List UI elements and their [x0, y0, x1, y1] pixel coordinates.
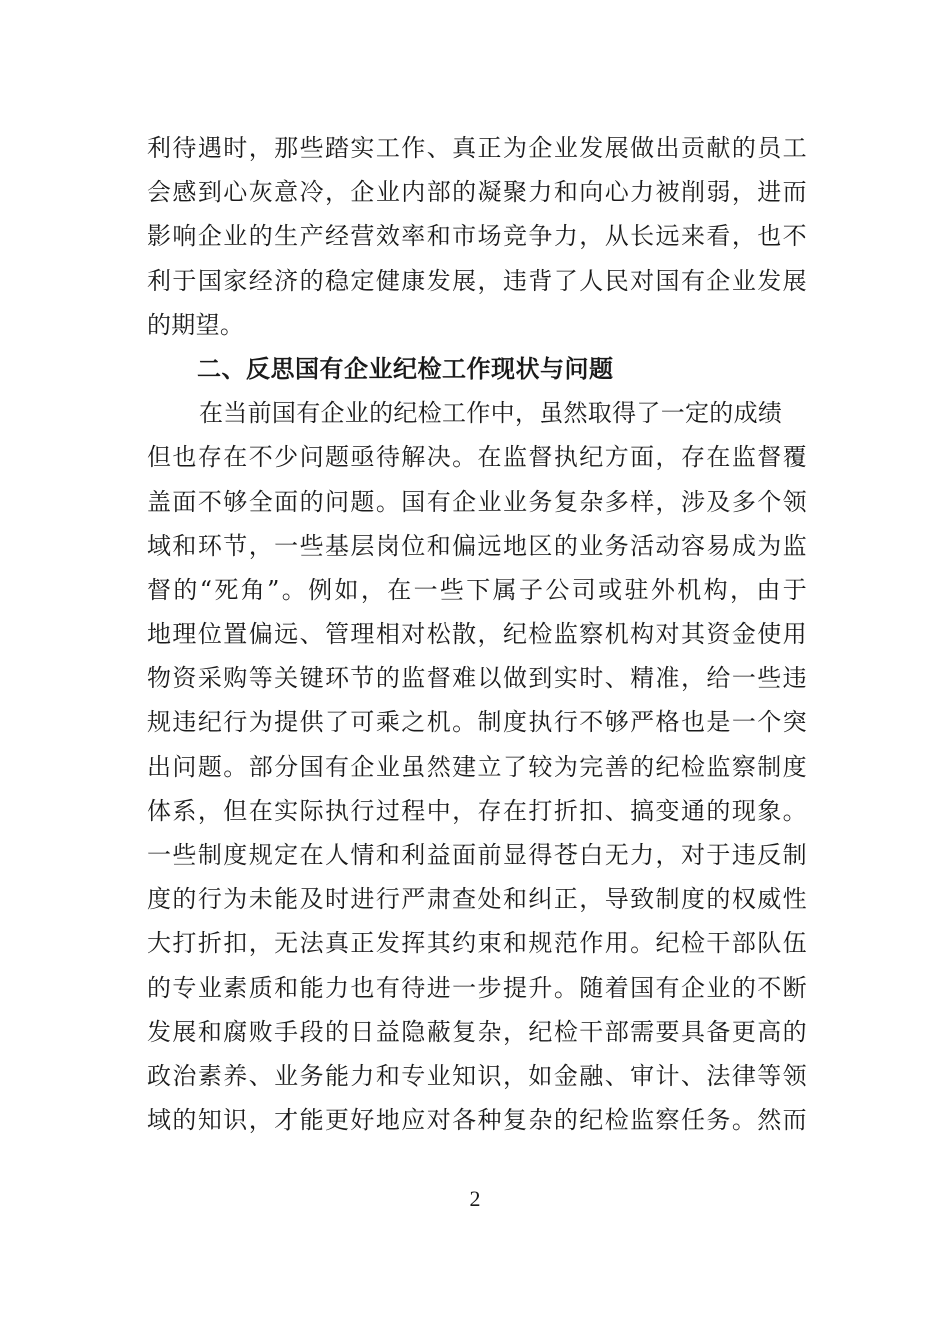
text-line: 一些制度规定在人情和利益面前显得苍白无力，对于违反制 [147, 841, 807, 869]
text-line: 政治素养、业务能力和专业知识，如金融、审计、法律等领 [147, 1061, 807, 1090]
text-line: 域和环节，一些基层岗位和偏远地区的业务活动容易成为监 [147, 531, 807, 560]
text-line: 的期望。 [147, 310, 245, 339]
text-line: 发展和腐败手段的日益隐蔽复杂，纪检干部需要具备更高的 [147, 1017, 807, 1046]
document-body [147, 126, 807, 1142]
text-line: 出问题。部分国有企业虽然建立了较为完善的纪检监察制度 [147, 752, 807, 781]
page-number: 2 [469, 1186, 481, 1211]
text-line: 度的行为未能及时进行严肃查处和纠正，导致制度的权威性 [147, 885, 807, 914]
text-line: 影响企业的生产经营效率和市场竞争力，从长远来看，也不 [147, 222, 807, 251]
text-line: 但也存在不少问题亟待解决。在监督执纪方面，存在监督覆 [147, 443, 807, 472]
text-line: 盖面不够全面的问题。国有企业业务复杂多样，涉及多个领 [147, 487, 807, 516]
text-line: 督的“死角”。例如，在一些下属子公司或驻外机构，由于 [147, 575, 807, 604]
text-line: 物资采购等关键环节的监督难以做到实时、精准，给一些违 [147, 664, 807, 693]
text-line: 体系，但在实际执行过程中，存在打折扣、搞变通的现象。 [147, 796, 807, 825]
section-heading: 二、反思国有企业纪检工作现状与问题 [197, 354, 614, 383]
text-line: 会感到心灰意冷，企业内部的凝聚力和向心力被削弱，进而 [147, 178, 807, 207]
text-line: 利待遇时，那些踏实工作、真正为企业发展做出贡献的员工 [147, 134, 807, 162]
text-line: 大打折扣，无法真正发挥其约束和规范作用。纪检干部队伍 [147, 929, 807, 958]
text-line: 地理位置偏远、管理相对松散，纪检监察机构对其资金使用 [147, 620, 807, 649]
text-line: 规违纪行为提供了可乘之机。制度执行不够严格也是一个突 [147, 708, 807, 737]
paragraph [147, 391, 807, 1142]
text-line: 在当前国有企业的纪检工作中，虽然取得了一定的成绩 [199, 399, 783, 428]
text-line: 利于国家经济的稳定健康发展，违背了人民对国有企业发展 [147, 266, 807, 295]
paragraph [147, 126, 807, 347]
text-line: 域的知识，才能更好地应对各种复杂的纪检监察任务。然而 [147, 1106, 807, 1135]
text-line: 的专业素质和能力也有待进一步提升。随着国有企业的不断 [147, 973, 807, 1002]
